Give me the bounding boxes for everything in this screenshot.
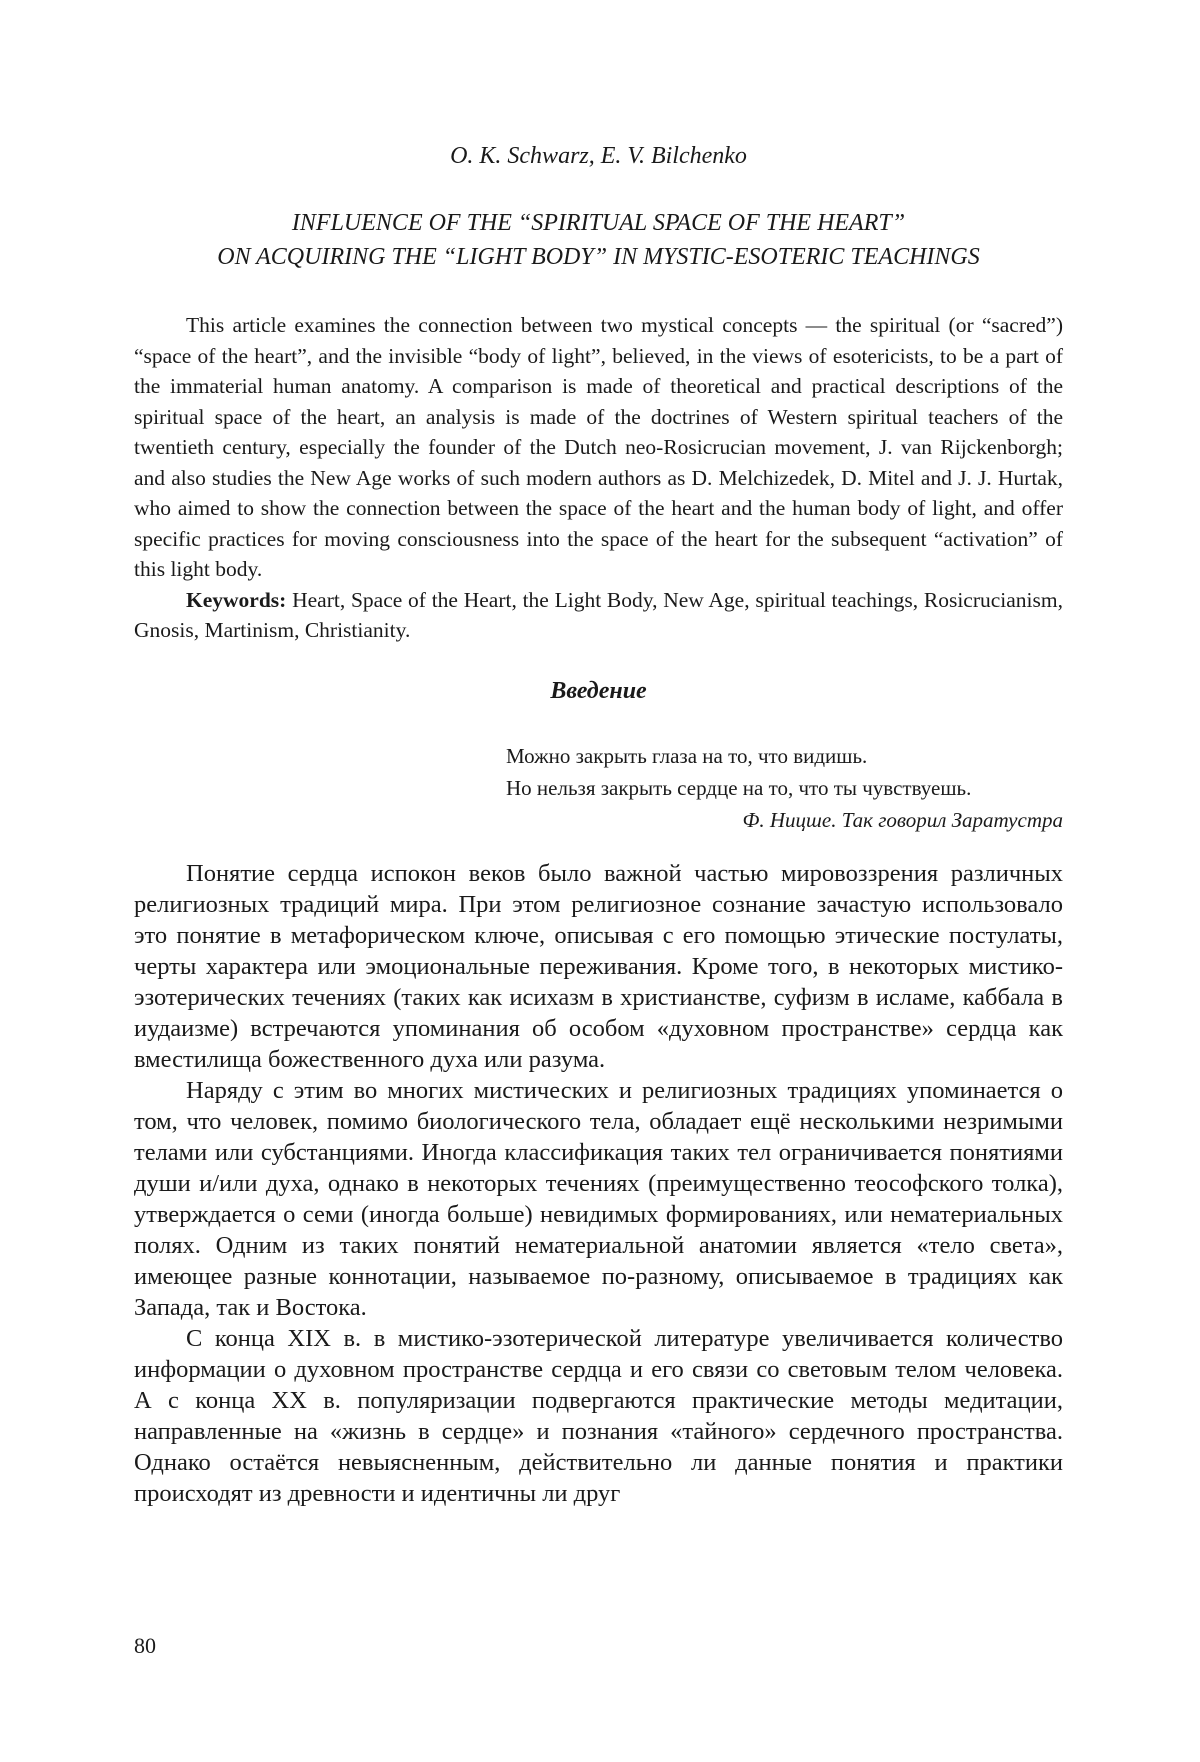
- keywords: [134, 585, 1063, 646]
- article-title-line-1: INFLUENCE OF THE “SPIRITUAL SPACE OF THE HEART”: [291, 210, 906, 236]
- body-text: [134, 858, 1063, 1509]
- keywords-label: Keywords:: [186, 587, 287, 612]
- body-paragraph-2: Наряду с этим во многих мистических и религиозных традициях упоминается о том, что человек, помимо биологического тела, обладает ещё несколькими незримыми телами или субстанциями. Иногда классификация таких тел ограничивается понятиями души и/или духа, однако в некоторых течениях (преимущественно теософского толка), утверждается о семи (иногда больше) невидимых формированиях, или нематериальных полях. Одним из таких понятий нематериальной анатомии является «тело света», имеющее разные коннотации, называемое по-разному, описываемое в традициях как Запада, так и Востока.: [134, 1077, 1063, 1321]
- page-number: 80: [134, 1633, 156, 1658]
- abstract-text: This article examines the connection between two mystical concepts — the spiritual (or “sacred”) “space of the heart”, and the invisible “body of light”, believed, in the views of esotericists, to be a part of the immaterial human anatomy. A comparison is made of theoretical and practical descriptions of the spiritual space of the heart, an analysis is made of the doctrines of Western spiritual teachers of the twentieth century, especially the founder of the Dutch neo-Rosicrucian movement, J. van Rijckenborgh; and also studies the New Age works of such modern authors as D. Melchizedek, D. Mitel and J. J. Hurtak, who aimed to show the connection between the space of the heart and the human body of light, and offer specific practices for moving consciousness into the space of the heart for the subsequent “activation” of this light body.: [134, 313, 1063, 581]
- epigraph-line-1: Можно закрыть глаза на то, что видишь.: [506, 744, 868, 768]
- epigraph-source: Ф. Ницше. Так говорил Заратустра: [742, 808, 1063, 832]
- abstract: [134, 310, 1063, 646]
- body-paragraph-1: Понятие сердца испокон веков было важной частью мировоззрения различных религиозных традиций мира. При этом религиозное сознание зачастую использовало это понятие в метафорическом ключе, описывая с его помощью этические постулаты, черты характера или эмоциональные переживания. Кроме того, в некоторых мистико-эзотерических течениях (таких как исихазм в христианстве, суфизм в исламе, каббала в иудаизме) встречаются упоминания об особом «духовном пространстве» сердца как вместилища божественного духа или разума.: [134, 860, 1063, 1073]
- article-title: [134, 206, 1063, 274]
- epigraph-line-2: Но нельзя закрыть сердце на то, что ты чувствуешь.: [506, 776, 972, 800]
- section-heading: Введение: [550, 678, 647, 704]
- article-title-line-2: ON ACQUIRING THE “LIGHT BODY” IN MYSTIC-ESOTERIC TEACHINGS: [217, 244, 980, 270]
- body-paragraph-3: С конца XIX в. в мистико-эзотерической литературе увеличивается количество информации о духовном пространстве сердца и его связи со световым телом человека. А с конца XX в. популяризации подвергаются практические методы медитации, направленные на «жизнь в сердце» и познания «тайного» сердечного пространства. Однако остаётся невыясненным, действительно ли данные понятия и практики происходят из древности и идентичны ли друг: [134, 1325, 1063, 1507]
- epigraph: [506, 740, 1063, 836]
- authors: O. K. Schwarz, E. V. Bilchenko: [450, 143, 747, 169]
- keywords-text: Heart, Space of the Heart, the Light Body, New Age, spiritual teachings, Rosicrucianism, Gnosis, Martinism, Christianity.: [134, 587, 1063, 642]
